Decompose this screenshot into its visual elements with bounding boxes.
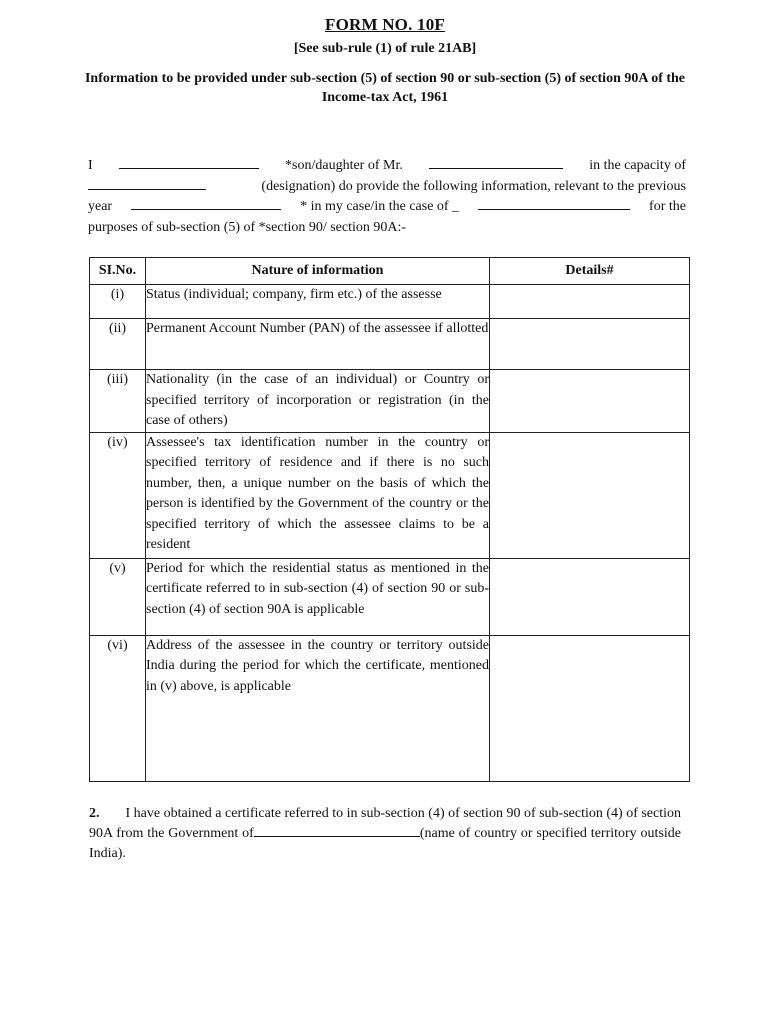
table-row xyxy=(90,432,690,558)
period-details-cell[interactable] xyxy=(490,558,690,635)
declaration-text: *son/daughter of Mr. xyxy=(285,158,403,173)
paragraph-2 xyxy=(89,804,681,864)
header-nature-of-information: Nature of information xyxy=(146,258,490,285)
declaration-line-4 xyxy=(88,218,686,239)
declaration-line-3 xyxy=(88,197,686,218)
row-nature: Assessee's tax identification number in the country or specified territory of residence and if there is no such number, then, a unique number on the basis of which the person is identified by the Government of the country or the specified territory of which the assessee claims to be a resident xyxy=(146,432,490,558)
declaration-text: I xyxy=(88,158,93,173)
row-sl-no: (i) xyxy=(90,285,146,319)
tax-id-details-cell[interactable] xyxy=(490,432,690,558)
table-row xyxy=(90,285,690,319)
row-sl-no: (iv) xyxy=(90,432,146,558)
father-name-blank[interactable] xyxy=(429,156,563,169)
declaration-paragraph xyxy=(88,156,686,238)
form-title: FORM NO. 10F xyxy=(325,15,445,34)
declaration-text: purposes of sub-section (5) of *section 90/ section 90A:- xyxy=(88,219,407,235)
declaration-text: * in my case/in the case of _ xyxy=(300,199,460,214)
table-header-row xyxy=(90,258,690,285)
assessee-name-blank[interactable] xyxy=(478,197,630,210)
form-subrule: [See sub-rule (1) of rule 21AB] xyxy=(293,41,477,56)
nationality-details-cell[interactable] xyxy=(490,370,690,433)
row-nature: Address of the assessee in the country or territory outside India during the period for which the certificate, mentioned in (v) above, is applicable xyxy=(146,635,490,781)
name-blank[interactable] xyxy=(119,156,259,169)
designation-blank[interactable] xyxy=(88,177,206,190)
paragraph-text: I have obtained a certificate referred to in sub-section (4) of section 90 of sub-section (4) of section 90A from the Government of xyxy=(89,806,682,841)
paragraph-number: 2. xyxy=(89,806,100,821)
table-row xyxy=(90,558,690,635)
paragraph-text: (name of country or specified territory outside India). xyxy=(89,826,681,861)
declaration-text: year xyxy=(88,199,113,214)
row-sl-no: (v) xyxy=(90,558,146,635)
form-heading: Information to be provided under sub-section (5) of section 90 or sub-section (5) of section 90A of the Income-tax Act, 1961 xyxy=(84,71,686,105)
pan-details-cell[interactable] xyxy=(490,319,690,370)
row-nature: Status (individual; company, firm etc.) of the assesse xyxy=(146,285,490,319)
declaration-text: (designation) do provide the following information, relevant to the previous xyxy=(261,178,686,194)
address-details-cell[interactable] xyxy=(490,635,690,781)
row-sl-no: (vi) xyxy=(90,635,146,781)
row-nature: Period for which the residential status as mentioned in the certificate referred to in sub-section (4) of section 90 or sub-section (4) of section 90A is applicable xyxy=(146,558,490,635)
header-details: Details# xyxy=(490,258,690,285)
status-details-cell[interactable] xyxy=(490,285,690,319)
information-table xyxy=(89,257,690,782)
row-nature: Permanent Account Number (PAN) of the assessee if allotted xyxy=(146,319,490,370)
previous-year-blank[interactable] xyxy=(131,197,281,210)
table-row xyxy=(90,319,690,370)
declaration-text: for the xyxy=(649,199,686,214)
table-row xyxy=(90,370,690,433)
row-sl-no: (ii) xyxy=(90,319,146,370)
declaration-text: in the capacity of xyxy=(589,158,686,173)
declaration-line-2 xyxy=(88,177,686,198)
declaration-line-1 xyxy=(88,156,686,177)
row-sl-no: (iii) xyxy=(90,370,146,433)
table-row xyxy=(90,635,690,781)
header-sl-no: SI.No. xyxy=(90,258,146,285)
country-name-blank[interactable] xyxy=(254,824,420,837)
row-nature: Nationality (in the case of an individual) or Country or specified territory of incorporation or registration (in the case of others) xyxy=(146,370,490,433)
